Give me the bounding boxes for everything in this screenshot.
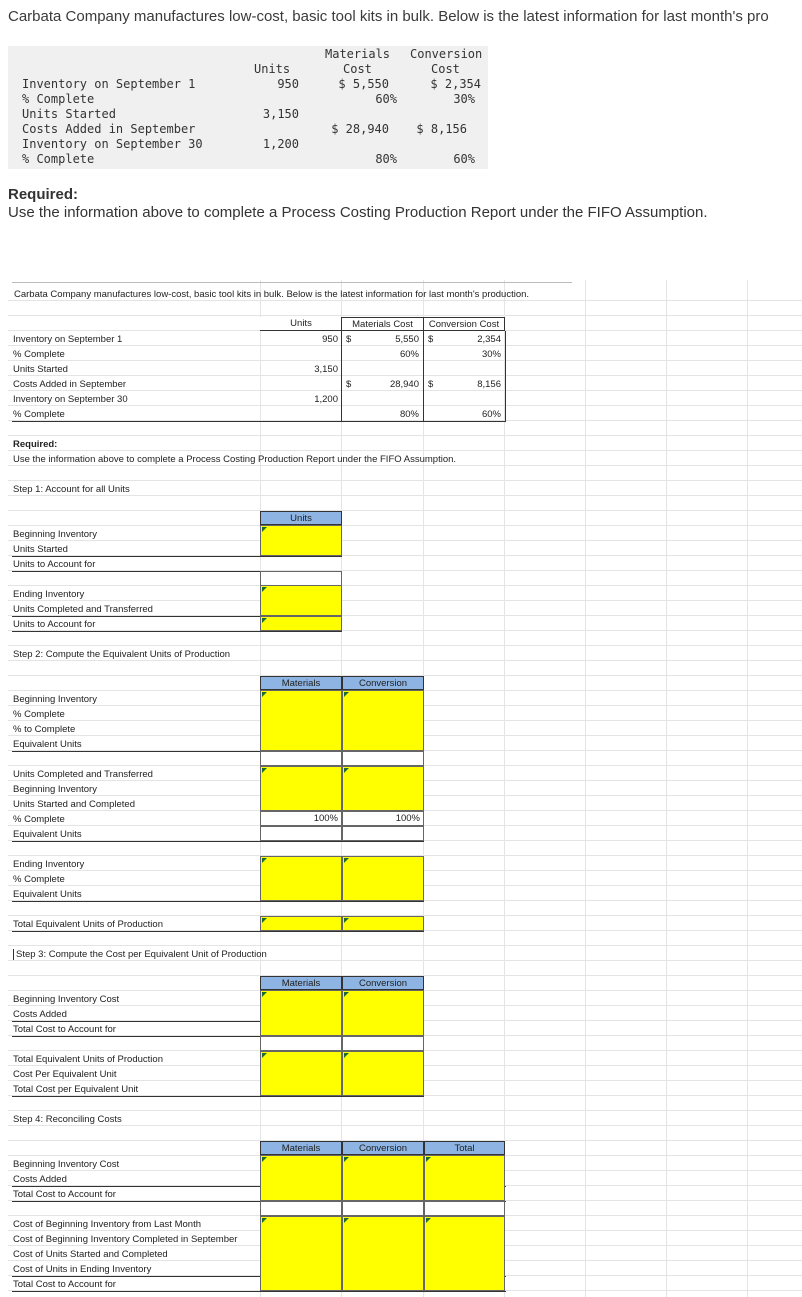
total-line: [12, 1291, 506, 1292]
input-step2-materials-b[interactable]: [260, 766, 342, 811]
step4-label: Costs Added: [13, 1174, 67, 1185]
sheet-intro: Carbata Company manufactures low-cost, basic tool kits in bulk. Below is the latest information for last month's production.: [14, 289, 530, 300]
input-step2-materials-a[interactable]: [260, 690, 342, 751]
input-step2-conversion-c[interactable]: [342, 856, 424, 901]
step1-label: Beginning Inventory: [13, 529, 97, 540]
pct-complete-conversion: 100%: [342, 811, 424, 826]
step4-title: Step 4: Reconciling Costs: [13, 1114, 122, 1125]
step1-label: Units to Account for: [13, 559, 96, 570]
input-step4-conversion-b[interactable]: [342, 1216, 424, 1291]
row-label: Units Started: [22, 107, 116, 121]
step3-header-conversion: Conversion: [342, 976, 424, 990]
col-line: [341, 331, 342, 422]
intro-text: Carbata Company manufactures low-cost, basic tool kits in bulk. Below is the latest information for last month's pro: [8, 8, 769, 25]
step2-label: Units Started and Completed: [13, 799, 135, 810]
units-value: 950: [322, 334, 338, 345]
step2-label: Equivalent Units: [13, 739, 82, 750]
input-step4-total-a[interactable]: [424, 1155, 505, 1201]
units-value: 1,200: [314, 394, 338, 405]
units-value: 3,150: [314, 364, 338, 375]
step1-label: Units Started: [13, 544, 68, 555]
conversion-value: 30%: [481, 349, 501, 360]
step1-label: Units to Account for: [13, 619, 96, 630]
pct-complete-materials: 100%: [260, 811, 342, 826]
input-step4-materials-b[interactable]: [260, 1216, 342, 1291]
step1-label: Units Completed and Transferred: [13, 604, 153, 615]
input-step2-materials-c[interactable]: [260, 856, 342, 901]
required-title: Required:: [8, 186, 79, 203]
row-label: Costs Added in September: [22, 122, 196, 136]
step2-label: % Complete: [13, 814, 65, 825]
input-step3-blank-m[interactable]: [260, 1036, 342, 1051]
step2-title: Step 2: Compute the Equivalent Units of Production: [13, 649, 231, 660]
header-materials-cost: Materials Cost: [341, 317, 424, 331]
step2-label: Units Completed and Transferred: [13, 769, 153, 780]
total-line: [12, 841, 424, 842]
step4-label: Cost of Units in Ending Inventory: [13, 1264, 152, 1275]
input-step1-total-a[interactable]: [260, 571, 342, 586]
input-step4-blank-c[interactable]: [342, 1201, 424, 1216]
input-step3-conversion-b[interactable]: [342, 1051, 424, 1096]
step4-label: Total Cost to Account for: [13, 1189, 116, 1200]
conversion-value: 60%: [453, 152, 475, 166]
input-step2-total-c[interactable]: [342, 916, 424, 931]
header-units: Units: [260, 317, 342, 331]
subtotal-line: [12, 556, 342, 557]
units-value: 1,200: [262, 137, 299, 151]
input-step2-eu-m[interactable]: [260, 826, 342, 841]
step3-label: Costs Added: [13, 1009, 67, 1020]
input-step2-eu-c[interactable]: [342, 826, 424, 841]
step4-header-conversion: Conversion: [342, 1141, 424, 1155]
input-step4-conversion-a[interactable]: [342, 1155, 424, 1201]
total-line: [12, 931, 424, 932]
row-label: Units Started: [13, 364, 68, 375]
input-step2-blank-c[interactable]: [342, 751, 424, 766]
step3-title: Step 3: Compute the Cost per Equivalent Unit of Production: [13, 949, 267, 960]
step2-total-label: Total Equivalent Units of Production: [13, 919, 163, 930]
step3-header-materials: Materials: [260, 976, 342, 990]
sheet-required-text: Use the information above to complete a Process Costing Production Report under the FIFO Assumption.: [13, 454, 457, 465]
input-step2-conversion-b[interactable]: [342, 766, 424, 811]
divider: [12, 282, 572, 283]
input-step3-blank-c[interactable]: [342, 1036, 424, 1051]
step2-label: Equivalent Units: [13, 829, 82, 840]
step3-label: Total Equivalent Units of Production: [13, 1054, 163, 1065]
required-text: Use the information above to complete a Process Costing Production Report under the FIFO Assumption.: [8, 204, 708, 221]
col-header-units: Units: [254, 62, 291, 76]
materials-value: 80%: [399, 409, 419, 420]
input-step2-conversion-a[interactable]: [342, 690, 424, 751]
row-label: Inventory on September 1: [22, 77, 196, 91]
step1-title: Step 1: Account for all Units: [13, 484, 130, 495]
input-step4-blank-t[interactable]: [424, 1201, 505, 1216]
sheet-required-title: Required:: [13, 439, 58, 450]
row-label: Inventory on September 30: [22, 137, 203, 151]
col-header-materials-cost: Cost: [343, 62, 372, 76]
input-step2-total-m[interactable]: [260, 916, 342, 931]
materials-value: 28,940: [389, 379, 419, 390]
step4-label: Cost of Units Started and Completed: [13, 1249, 168, 1260]
input-step1-units-a[interactable]: [260, 525, 342, 556]
materials-value: $ 5,550: [338, 77, 389, 91]
bottom-border: [12, 421, 506, 422]
total-line: [12, 901, 424, 902]
col-header-materials: Materials: [325, 47, 391, 61]
dollar-sign: $: [428, 334, 434, 345]
step4-header-materials: Materials: [260, 1141, 342, 1155]
step4-label: Cost of Beginning Inventory Completed in September: [13, 1234, 238, 1245]
step1-label: Ending Inventory: [13, 589, 85, 600]
units-value: 3,150: [262, 107, 299, 121]
step2-label: % Complete: [13, 709, 65, 720]
step4-header-total: Total: [424, 1141, 505, 1155]
step1-header-units: Units: [260, 511, 342, 525]
dollar-sign: $: [346, 334, 352, 345]
input-step3-conversion-a[interactable]: [342, 990, 424, 1036]
conversion-value: 60%: [481, 409, 501, 420]
materials-value: $ 28,940: [331, 122, 389, 136]
materials-value: 60%: [375, 92, 397, 106]
col-header-conversion: Conversion: [410, 47, 483, 61]
input-step4-total-b[interactable]: [424, 1216, 505, 1291]
input-step1-total-b[interactable]: [260, 616, 342, 631]
step4-label: Cost of Beginning Inventory from Last Month: [13, 1219, 201, 1230]
row-label: % Complete: [22, 92, 95, 106]
step2-label: Ending Inventory: [13, 859, 85, 870]
row-label: % Complete: [13, 349, 65, 360]
col-line: [423, 331, 424, 422]
total-line: [12, 1096, 424, 1097]
step2-label: Beginning Inventory: [13, 784, 97, 795]
dollar-sign: $: [346, 379, 352, 390]
materials-value: 5,550: [395, 334, 419, 345]
conversion-value: 30%: [453, 92, 475, 106]
input-step2-blank-m[interactable]: [260, 751, 342, 766]
conversion-value: $ 2,354: [430, 77, 481, 91]
step4-label: Beginning Inventory Cost: [13, 1159, 120, 1170]
step2-header-materials: Materials: [260, 676, 342, 690]
input-step3-materials-b[interactable]: [260, 1051, 342, 1096]
step3-label: Total Cost to Account for: [13, 1024, 116, 1035]
units-value: 950: [277, 77, 299, 91]
input-step4-materials-a[interactable]: [260, 1155, 342, 1201]
conversion-value: 8,156: [477, 379, 501, 390]
step3-label: Beginning Inventory Cost: [13, 994, 120, 1005]
step2-label: Equivalent Units: [13, 889, 82, 900]
input-step3-materials-a[interactable]: [260, 990, 342, 1036]
step3-label: Cost Per Equivalent Unit: [13, 1069, 117, 1080]
materials-value: 80%: [375, 152, 397, 166]
spreadsheet: [8, 280, 802, 1297]
input-step4-blank-m[interactable]: [260, 1201, 342, 1216]
row-label: % Complete: [22, 152, 95, 166]
total-line: [12, 631, 342, 632]
row-label: Inventory on September 30: [13, 394, 128, 405]
step4-label: Total Cost to Account for: [13, 1279, 116, 1290]
header-conversion-cost: Conversion Cost: [423, 317, 505, 331]
conversion-value: 2,354: [477, 334, 501, 345]
input-step1-units-b[interactable]: [260, 585, 342, 616]
conversion-value: $ 8,156: [416, 122, 467, 136]
step2-label: % to Complete: [13, 724, 76, 735]
col-line: [505, 331, 506, 422]
step2-label: Beginning Inventory: [13, 694, 97, 705]
step2-label: % Complete: [13, 874, 65, 885]
col-header-conversion-cost: Cost: [431, 62, 460, 76]
dollar-sign: $: [428, 379, 434, 390]
step3-label: Total Cost per Equivalent Unit: [13, 1084, 139, 1095]
row-label: Inventory on September 1: [13, 334, 123, 345]
row-label: Costs Added in September: [13, 379, 127, 390]
step2-header-conversion: Conversion: [342, 676, 424, 690]
materials-value: 60%: [399, 349, 419, 360]
row-label: % Complete: [13, 409, 65, 420]
